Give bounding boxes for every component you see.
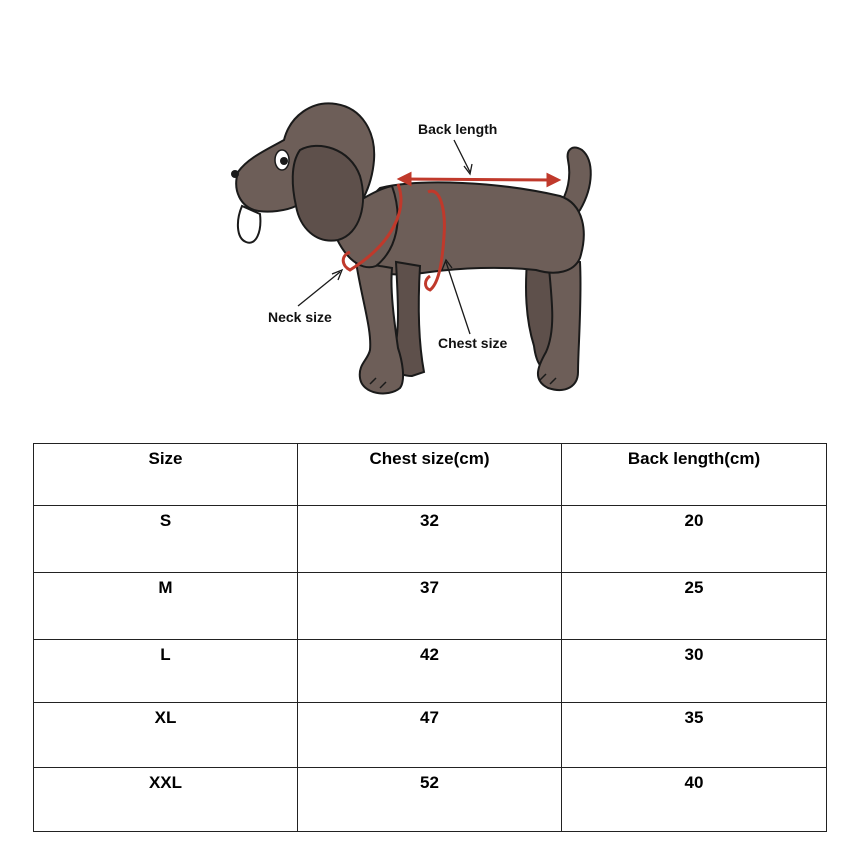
- chest-size-label: Chest size: [438, 335, 508, 351]
- cell-back-length: 20: [562, 506, 827, 573]
- header-chest-size: Chest size(cm): [298, 444, 562, 506]
- cell-size: XXL: [34, 768, 298, 832]
- cell-size: XL: [34, 703, 298, 768]
- dog-pupil: [280, 157, 288, 165]
- cell-chest-size: 47: [298, 703, 562, 768]
- dog-measurement-diagram: [0, 0, 850, 420]
- cell-back-length: 25: [562, 573, 827, 640]
- cell-chest-size: 52: [298, 768, 562, 832]
- table-header-row: [34, 444, 827, 506]
- cell-chest-size: 37: [298, 573, 562, 640]
- cell-back-length: 30: [562, 640, 827, 703]
- header-back-length: Back length(cm): [562, 444, 827, 506]
- header-size: Size: [34, 444, 298, 506]
- cell-chest-size: 42: [298, 640, 562, 703]
- back-length-label: Back length: [418, 121, 498, 137]
- neck-size-label: Neck size: [268, 309, 332, 325]
- cell-back-length: 35: [562, 703, 827, 768]
- cell-back-length: 40: [562, 768, 827, 832]
- cell-size: S: [34, 506, 298, 573]
- table-row: [34, 640, 827, 703]
- cell-size: L: [34, 640, 298, 703]
- cell-size: M: [34, 573, 298, 640]
- dog-nose: [231, 170, 239, 178]
- size-chart-table: [33, 443, 827, 832]
- table-row: [34, 703, 827, 768]
- cell-chest-size: 32: [298, 506, 562, 573]
- table-row: [34, 768, 827, 832]
- table-row: [34, 506, 827, 573]
- table-row: [34, 573, 827, 640]
- dog-front-leg-near: [356, 262, 403, 393]
